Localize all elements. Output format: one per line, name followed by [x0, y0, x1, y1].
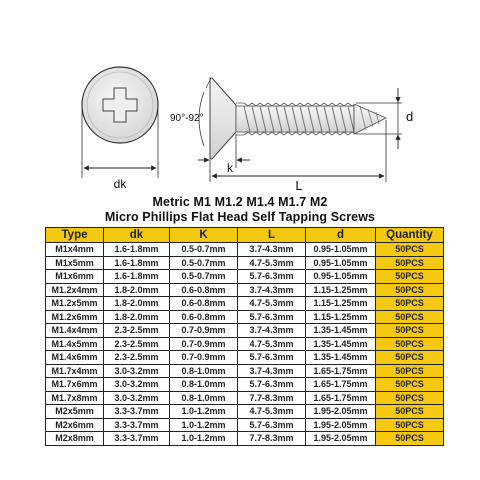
cell-type: M1.2x6mm	[46, 310, 104, 324]
cell-dk: 1.6-1.8mm	[104, 270, 170, 284]
table-row	[46, 432, 444, 446]
header-l: L	[238, 228, 306, 243]
cell-l: 4.7-5.3mm	[238, 405, 306, 419]
cell-k: 0.5-0.7mm	[170, 270, 238, 284]
cell-l: 3.7-4.3mm	[238, 243, 306, 257]
cell-l: 5.7-6.3mm	[238, 378, 306, 392]
table-row	[46, 324, 444, 338]
cell-quantity: 50PCS	[376, 405, 444, 419]
cell-k: 0.7-0.9mm	[170, 351, 238, 365]
cell-k: 0.6-0.8mm	[170, 297, 238, 311]
table-row	[46, 405, 444, 419]
cell-d: 1.35-1.45mm	[306, 324, 376, 338]
cell-dk: 3.3-3.7mm	[104, 405, 170, 419]
cell-d: 1.65-1.75mm	[306, 391, 376, 405]
cell-quantity: 50PCS	[376, 310, 444, 324]
cell-l: 3.7-4.3mm	[238, 283, 306, 297]
cell-dk: 1.6-1.8mm	[104, 243, 170, 257]
label-L: L	[295, 178, 303, 193]
table-row	[46, 364, 444, 378]
cell-dk: 3.0-3.2mm	[104, 391, 170, 405]
cell-type: M1.2x5mm	[46, 297, 104, 311]
cell-quantity: 50PCS	[376, 324, 444, 338]
cell-type: M1.7x8mm	[46, 391, 104, 405]
table-row	[46, 256, 444, 270]
cell-l: 4.7-5.3mm	[238, 337, 306, 351]
cell-k: 0.5-0.7mm	[170, 243, 238, 257]
cell-type: M2x8mm	[46, 432, 104, 446]
screw-head-top-view	[82, 67, 158, 178]
cell-quantity: 50PCS	[376, 243, 444, 257]
cell-dk: 3.0-3.2mm	[104, 378, 170, 392]
cell-d: 1.95-2.05mm	[306, 418, 376, 432]
cell-l: 5.7-6.3mm	[238, 270, 306, 284]
table-row	[46, 391, 444, 405]
title-line-1: Metric M1 M1.2 M1.4 M1.7 M2	[152, 195, 328, 209]
table-row	[46, 351, 444, 365]
cell-type: M1x5mm	[46, 256, 104, 270]
table-body	[46, 243, 444, 446]
header-dk: dk	[104, 228, 170, 243]
table-row	[46, 378, 444, 392]
cell-quantity: 50PCS	[376, 283, 444, 297]
table-row	[46, 337, 444, 351]
cell-k: 0.7-0.9mm	[170, 337, 238, 351]
cell-type: M1.4x5mm	[46, 337, 104, 351]
cell-type: M1.4x6mm	[46, 351, 104, 365]
cell-dk: 3.0-3.2mm	[104, 364, 170, 378]
cell-dk: 1.8-2.0mm	[104, 297, 170, 311]
cell-l: 5.7-6.3mm	[238, 418, 306, 432]
cell-l: 5.7-6.3mm	[238, 310, 306, 324]
cell-quantity: 50PCS	[376, 351, 444, 365]
cell-d: 1.15-1.25mm	[306, 283, 376, 297]
cell-type: M1x4mm	[46, 243, 104, 257]
cell-d: 1.65-1.75mm	[306, 378, 376, 392]
cell-quantity: 50PCS	[376, 432, 444, 446]
table-row	[46, 243, 444, 257]
cell-type: M1.7x4mm	[46, 364, 104, 378]
cell-dk: 3.3-3.7mm	[104, 418, 170, 432]
cell-type: M1x6mm	[46, 270, 104, 284]
cell-k: 1.0-1.2mm	[170, 405, 238, 419]
cell-dk: 2.3-2.5mm	[104, 324, 170, 338]
cell-d: 1.35-1.45mm	[306, 337, 376, 351]
cell-quantity: 50PCS	[376, 364, 444, 378]
cell-l: 3.7-4.3mm	[238, 364, 306, 378]
cell-l: 7.7-8.3mm	[238, 432, 306, 446]
cell-quantity: 50PCS	[376, 337, 444, 351]
label-dk: dk	[113, 177, 127, 191]
cell-k: 0.8-1.0mm	[170, 378, 238, 392]
table-header-row	[46, 228, 444, 243]
cell-quantity: 50PCS	[376, 256, 444, 270]
cell-l: 4.7-5.3mm	[238, 297, 306, 311]
label-angle: 90°-92°	[170, 113, 204, 124]
table-row	[46, 297, 444, 311]
cell-l: 5.7-6.3mm	[238, 351, 306, 365]
cell-quantity: 50PCS	[376, 418, 444, 432]
cell-k: 1.0-1.2mm	[170, 432, 238, 446]
cell-dk: 2.3-2.5mm	[104, 351, 170, 365]
table-row	[46, 283, 444, 297]
spec-table	[45, 227, 444, 446]
cell-d: 0.95-1.05mm	[306, 243, 376, 257]
cell-k: 0.6-0.8mm	[170, 283, 238, 297]
header-d: d	[306, 228, 376, 243]
table-row	[46, 270, 444, 284]
cell-d: 1.65-1.75mm	[306, 364, 376, 378]
table-row	[46, 418, 444, 432]
cell-type: M1.7x6mm	[46, 378, 104, 392]
cell-k: 0.8-1.0mm	[170, 391, 238, 405]
cell-d: 1.15-1.25mm	[306, 297, 376, 311]
cell-l: 4.7-5.3mm	[238, 256, 306, 270]
cell-d: 1.35-1.45mm	[306, 351, 376, 365]
table-row	[46, 310, 444, 324]
cell-d: 0.95-1.05mm	[306, 270, 376, 284]
cell-k: 0.7-0.9mm	[170, 324, 238, 338]
label-k: k	[227, 161, 233, 175]
cell-k: 0.5-0.7mm	[170, 256, 238, 270]
header-type: Type	[46, 228, 104, 243]
title-line-2: Micro Phillips Flat Head Self Tapping Screws	[104, 210, 376, 224]
cell-type: M1.4x4mm	[46, 324, 104, 338]
cell-d: 1.15-1.25mm	[306, 310, 376, 324]
cell-quantity: 50PCS	[376, 378, 444, 392]
cell-dk: 1.8-2.0mm	[104, 310, 170, 324]
cell-quantity: 50PCS	[376, 297, 444, 311]
cell-quantity: 50PCS	[376, 391, 444, 405]
screw-diagram	[0, 0, 480, 195]
header-k: K	[170, 228, 238, 243]
cell-quantity: 50PCS	[376, 270, 444, 284]
cell-type: M2x5mm	[46, 405, 104, 419]
cell-dk: 1.6-1.8mm	[104, 256, 170, 270]
header-quantity: Quantity	[376, 228, 444, 243]
cell-type: M1.2x4mm	[46, 283, 104, 297]
cell-d: 1.95-2.05mm	[306, 405, 376, 419]
cell-dk: 3.3-3.7mm	[104, 432, 170, 446]
cell-k: 0.6-0.8mm	[170, 310, 238, 324]
cell-type: M2x6mm	[46, 418, 104, 432]
cell-k: 0.8-1.0mm	[170, 364, 238, 378]
cell-k: 1.0-1.2mm	[170, 418, 238, 432]
cell-d: 1.95-2.05mm	[306, 432, 376, 446]
cell-d: 0.95-1.05mm	[306, 256, 376, 270]
label-d: d	[406, 109, 414, 124]
cell-dk: 2.3-2.5mm	[104, 337, 170, 351]
cell-l: 7.7-8.3mm	[238, 391, 306, 405]
cell-dk: 1.8-2.0mm	[104, 283, 170, 297]
cell-l: 3.7-4.3mm	[238, 324, 306, 338]
